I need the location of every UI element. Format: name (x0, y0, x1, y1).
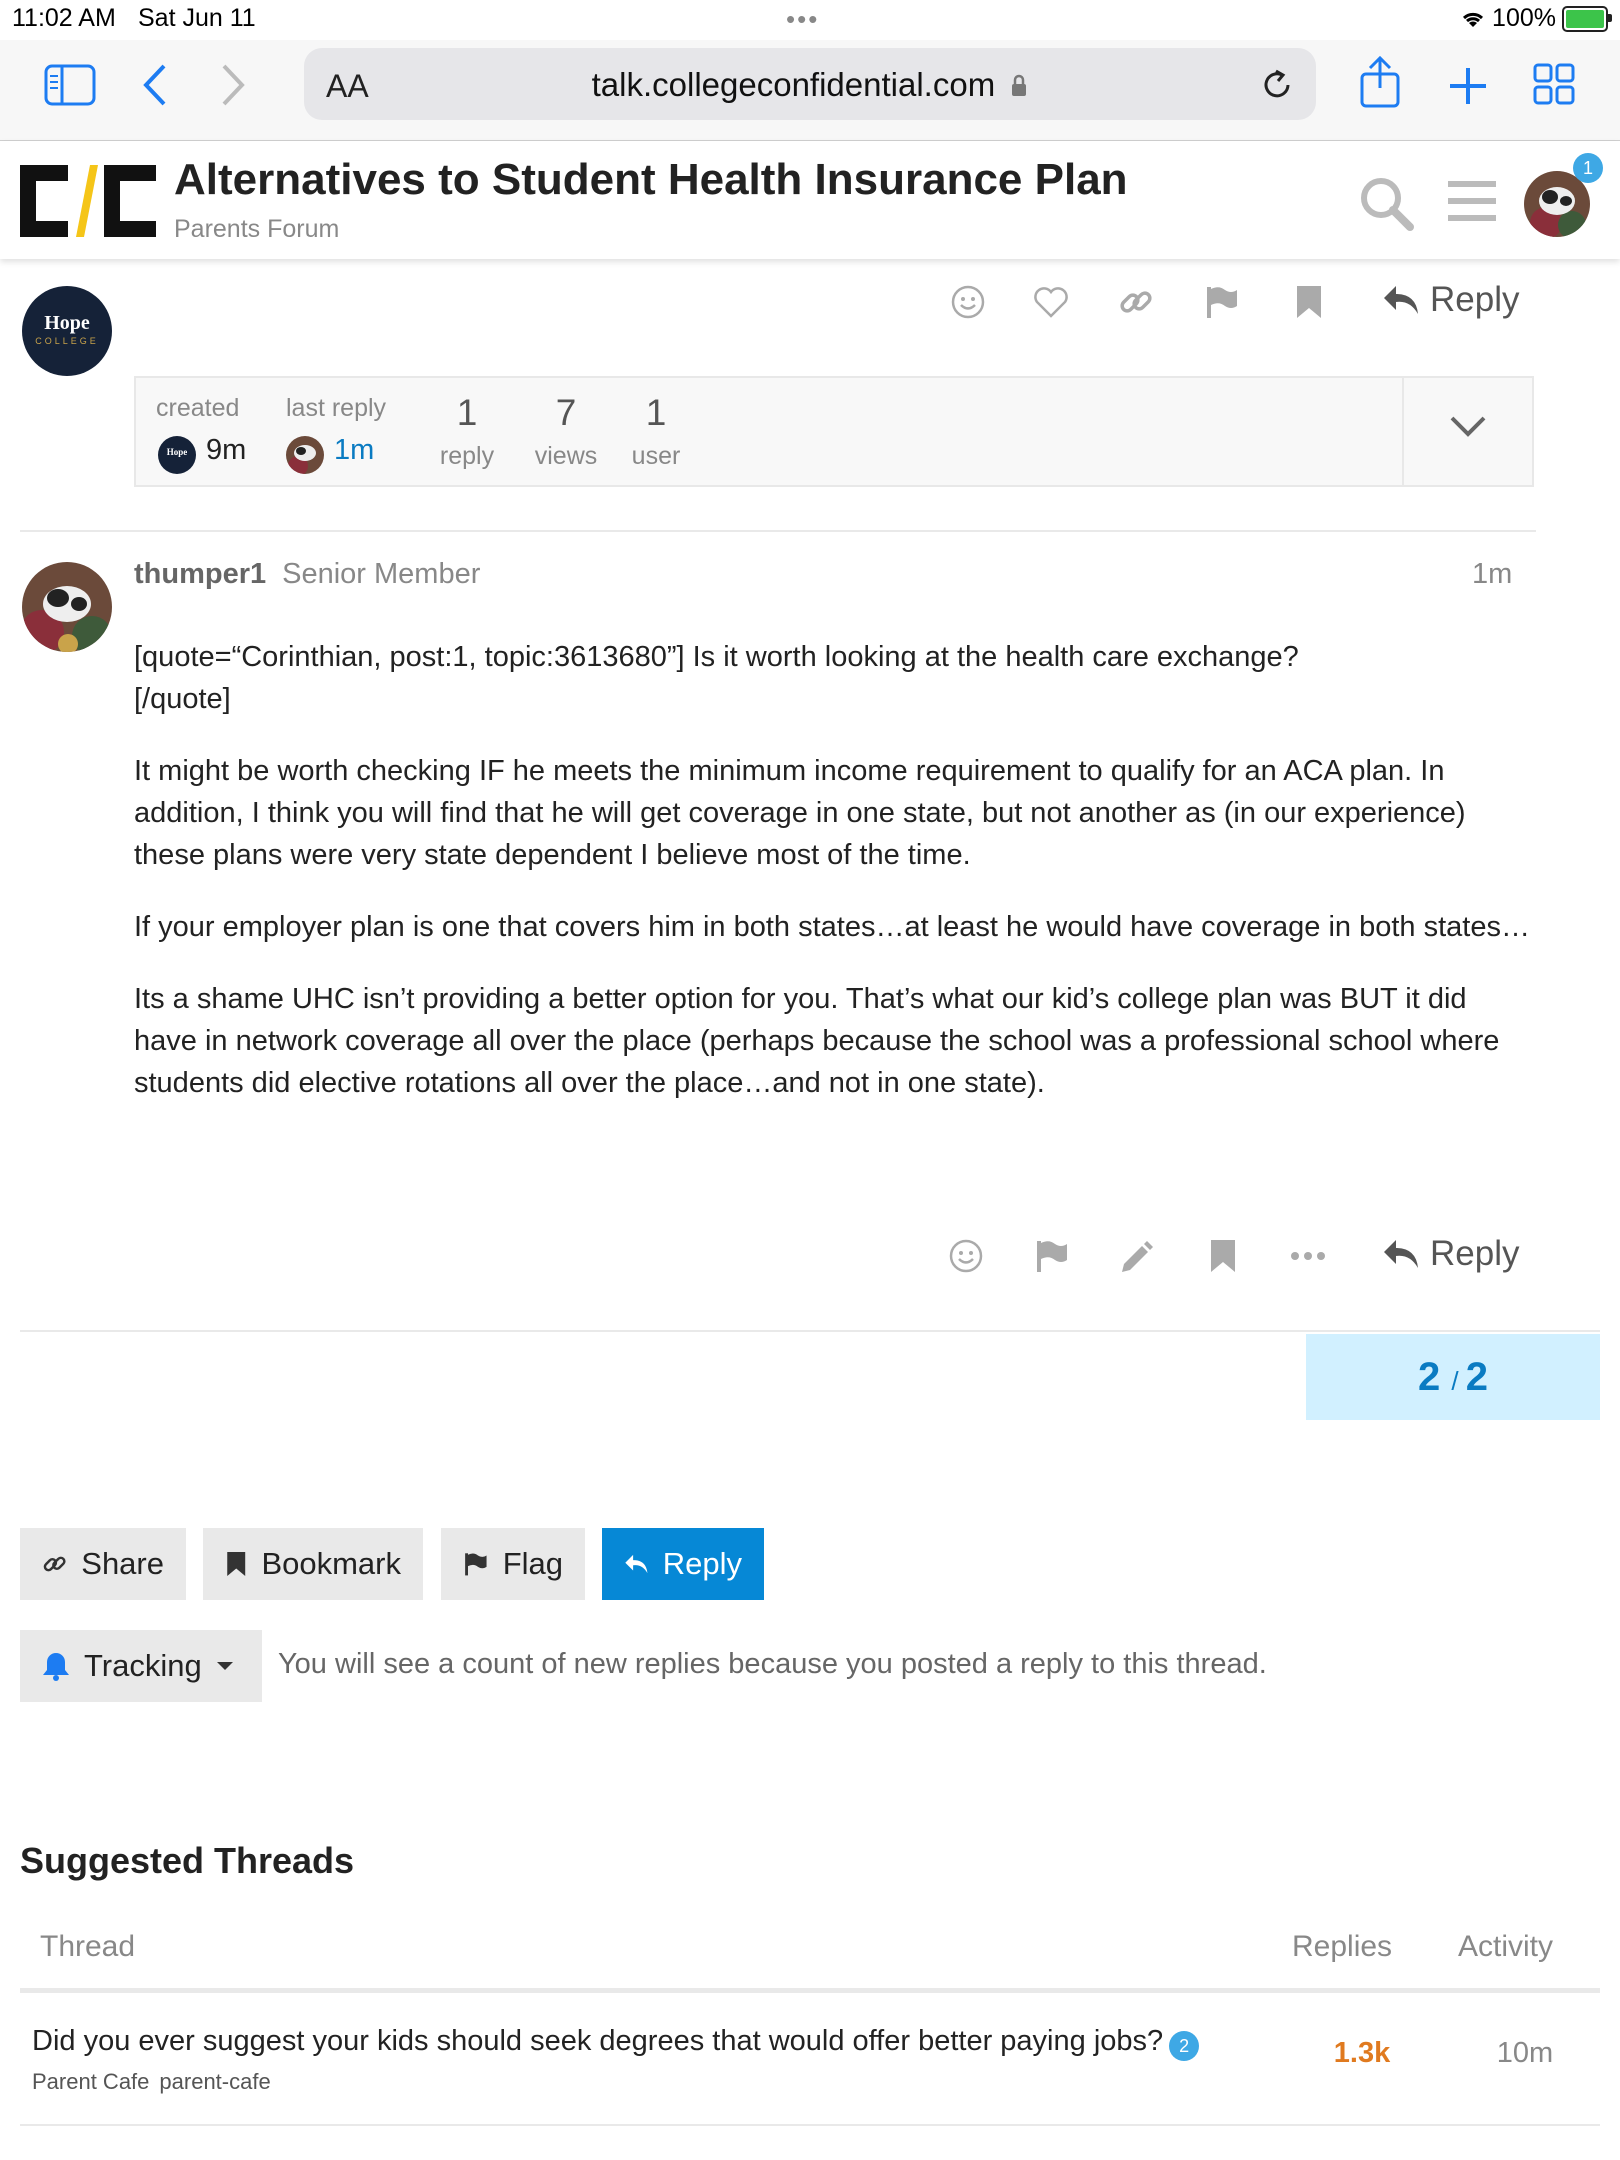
divider (20, 530, 1536, 532)
notification-level-button[interactable] (20, 1630, 262, 1702)
replies-label: reply (439, 442, 495, 470)
thread-title-link[interactable]: Did you ever suggest your kids should seek degrees that would offer better paying jobs? (32, 2025, 1164, 2057)
topic-map-divider (1402, 378, 1404, 485)
topic-title[interactable]: Alternatives to Student Health Insurance Plan (174, 155, 1128, 204)
flag-icon[interactable] (1204, 284, 1240, 320)
wifi-icon (1460, 9, 1486, 29)
created-avatar[interactable] (158, 436, 196, 474)
thread-tag[interactable]: parent-cafe (159, 2069, 271, 2094)
reply-label: Reply (662, 1546, 742, 1581)
created-avatar-text: Hope (166, 447, 188, 457)
op-reply-label: Reply (1430, 280, 1520, 319)
chevron-down-icon[interactable] (1448, 414, 1488, 440)
post-paragraph: [quote=“Corinthian, post:1, topic:3613680”] Is it worth looking at the health care exchange? [/quote] (134, 641, 1299, 715)
suggested-heading: Suggested Threads (20, 1840, 355, 1881)
link-icon (42, 1548, 67, 1580)
op-reply-button[interactable] (1382, 280, 1519, 320)
share-icon[interactable] (1358, 54, 1402, 110)
post-author-avatar[interactable] (22, 562, 112, 652)
op-avatar[interactable] (22, 286, 112, 376)
share-button[interactable] (20, 1528, 186, 1600)
status-right (1460, 4, 1608, 33)
post-time[interactable]: 1m (1472, 558, 1513, 590)
topic-progress[interactable] (1306, 1334, 1600, 1420)
sidebar-icon[interactable] (44, 64, 96, 106)
last-reply-label: last reply (286, 394, 387, 422)
post-meta (134, 558, 480, 591)
flag-label: Flag (502, 1546, 563, 1581)
divider (20, 1330, 1600, 1332)
post-username[interactable]: thumper1 (134, 558, 267, 590)
thread-replies: 1.3k (1333, 2037, 1391, 2069)
thread-category[interactable]: Parent Cafe (32, 2069, 150, 2094)
flag-button[interactable] (441, 1528, 585, 1600)
post-paragraph: It might be worth checking IF he meets the minimum income requirement to qualify for an ACA plan. In addition, I think you will find that he will get coverage in one state, but not another as (in our experience) these plans were very state dependent I believe most of the time. (134, 755, 1466, 871)
created-value: 9m (206, 434, 247, 466)
status-time: 11:02 AM (12, 4, 116, 32)
flag-icon (463, 1549, 489, 1579)
notification-badge[interactable]: 1 (1573, 153, 1603, 183)
text-size-button[interactable]: AA (326, 68, 369, 104)
bookmark-label: Bookmark (261, 1546, 401, 1581)
notification-reason: You will see a count of new replies because you posted a reply to this thread. (278, 1648, 1267, 1680)
table-row[interactable] (20, 1993, 1600, 2125)
multitasking-dots-icon[interactable]: ••• (786, 4, 820, 34)
divider (20, 2124, 1600, 2126)
like-heart-icon[interactable] (1032, 284, 1070, 320)
battery-percent: 100% (1492, 4, 1556, 32)
site-logo[interactable] (18, 159, 158, 243)
bookmark-icon (225, 1549, 247, 1579)
new-tab-icon[interactable] (1446, 64, 1490, 108)
progress-slash: / (1451, 1366, 1466, 1396)
progress-total: 2 (1465, 1355, 1489, 1399)
url-text[interactable] (304, 66, 1316, 104)
reload-icon[interactable] (1260, 68, 1294, 102)
post-reply-label: Reply (1430, 1234, 1520, 1273)
topic-category[interactable]: Parents Forum (174, 215, 340, 243)
post-paragraph: Its a shame UHC isn’t providing a better option for you. That’s what our kid’s college plan was BUT it did have in network coverage all over the place (perhaps because the school was a professional school where students did elective rotations all over the place…and not in one state). (134, 983, 1500, 1099)
caret-down-icon (216, 1660, 234, 1672)
progress-current: 2 (1417, 1355, 1441, 1399)
column-header-thread[interactable]: Thread (40, 1930, 136, 1963)
address-bar[interactable] (304, 48, 1316, 120)
thread-activity[interactable]: 10m (1496, 2037, 1554, 2069)
column-header-replies[interactable]: Replies (1292, 1930, 1393, 1963)
views-count: 7 (555, 392, 577, 433)
search-icon[interactable] (1358, 175, 1414, 231)
users-count: 1 (645, 392, 667, 433)
op-avatar-text: Hope (44, 312, 90, 334)
post-reply-button[interactable] (1382, 1234, 1519, 1274)
notification-level-label: Tracking (84, 1648, 202, 1683)
flag-icon[interactable] (1034, 1238, 1070, 1274)
share-label: Share (81, 1546, 164, 1581)
emoji-reaction-icon[interactable] (950, 284, 986, 320)
replies-count: 1 (456, 392, 478, 433)
post-user-title: Senior Member (282, 558, 481, 590)
edit-pencil-icon[interactable] (1118, 1238, 1154, 1274)
status-bar (0, 0, 1620, 40)
back-icon[interactable] (140, 62, 170, 108)
last-reply-value[interactable]: 1m (334, 434, 375, 466)
reply-arrow-icon (1382, 284, 1420, 316)
url-label: talk.collegeconfidential.com (591, 66, 996, 103)
more-options-icon[interactable] (1290, 1250, 1326, 1262)
created-label: created (156, 394, 240, 422)
post-paragraph: If your employer plan is one that covers him in both states…at least he would have coverage in both states… (134, 911, 1530, 943)
battery-icon (1562, 6, 1608, 32)
forward-icon[interactable] (218, 62, 248, 108)
hamburger-menu-icon[interactable] (1448, 179, 1496, 223)
views-label: views (534, 442, 598, 470)
users-label: user (631, 442, 681, 470)
site-header (0, 141, 1620, 259)
tabs-overview-icon[interactable] (1532, 62, 1576, 106)
bookmark-icon[interactable] (1294, 284, 1324, 320)
reply-arrow-icon (1382, 1238, 1420, 1270)
link-icon[interactable] (1118, 284, 1154, 320)
reply-arrow-icon (624, 1550, 649, 1578)
bell-icon (42, 1651, 70, 1681)
status-date: Sat Jun 11 (138, 4, 256, 32)
reply-button[interactable] (602, 1528, 764, 1600)
bookmark-button[interactable] (203, 1528, 423, 1600)
last-reply-avatar[interactable] (286, 436, 324, 474)
emoji-reaction-icon[interactable] (948, 1238, 984, 1274)
post-body (134, 636, 1534, 1134)
bookmark-icon[interactable] (1208, 1238, 1238, 1274)
op-avatar-subtext: COLLEGE (35, 336, 99, 346)
lock-icon (1010, 74, 1028, 98)
topic-map (134, 376, 1534, 487)
column-header-activity[interactable]: Activity (1458, 1930, 1554, 1963)
new-posts-badge[interactable]: 2 (1169, 2031, 1199, 2061)
